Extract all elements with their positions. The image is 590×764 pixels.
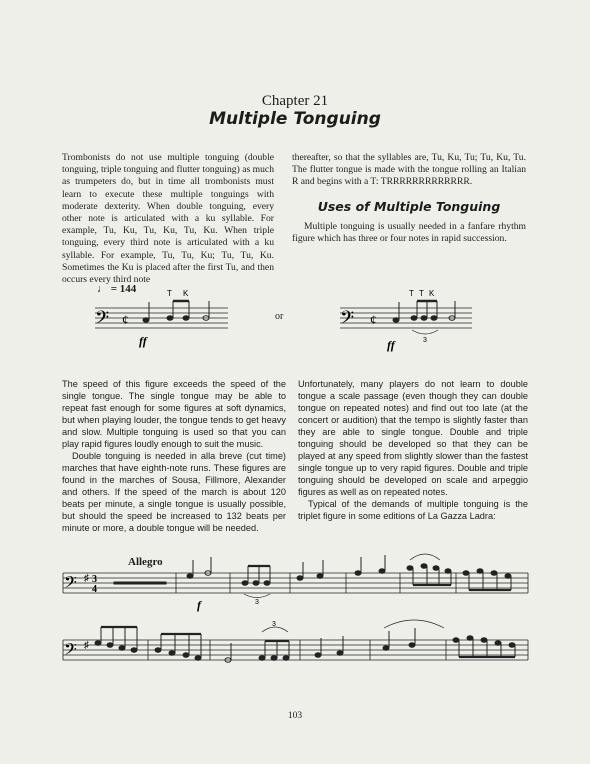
paragraph: Typical of the demands of multiple tonguing is the triplet figure in some editions of La Gazza Ladra: [298,499,528,521]
paragraph: thereafter, so that the syllables are, Tu, Ku, Tu; Tu, Ku, Tu. The flutter tongue is made with the tongue rolling an Italian R and begins with a T: TRRRRRRRRRRRRR. [292,152,526,188]
staff-example-right [340,308,472,328]
or-label: or [275,311,284,322]
notes-right [393,301,455,322]
dynamic-marking: ff [139,334,147,348]
notes-left [143,301,209,322]
triplet-number: 3 [272,621,276,628]
tongue-syllable-k: K [429,289,435,298]
dynamic-marking: ff [387,338,395,352]
bass-clef-icon: 𝄢 [64,572,77,596]
triplet-number: 3 [423,337,427,344]
triplet-bracket [244,594,270,598]
time-signature-top: 3 [92,574,97,585]
paragraph: Trombonists do not use multiple tonguing (double tonguing, triple tonguing and flutter tonguing) as much as trumpeters do, but in time all trombonists must learn to execute these multiple tonguings with moderate dexterity. When double tonguing, every other note is articulated with a ku syllable. For example, Tu, Ku, Tu, Ku, Tu, Ku. When triple tonguing, every third note is articulated with a ku syllable. For example, Tu, Tu, Ku; Tu, Tu, Ku. Sometimes the Ku is placed after the first Tu, and then occurs every third note [62,152,274,286]
bass-clef-icon: 𝄢 [95,308,110,333]
chapter-number: Chapter 21 [261,93,329,109]
section-heading: Uses of Multiple Tonguing [317,198,501,214]
text-column-3 [62,378,286,534]
bass-clef-icon: 𝄢 [64,639,77,663]
page-number: 103 [287,711,303,721]
chapter-title: Multiple Tonguing [209,109,381,129]
slur [410,554,440,560]
triplet-bracket [412,330,438,334]
cut-time-icon: ¢ [370,312,377,327]
tongue-syllable-t: T [409,289,414,298]
metronome-mark: ♩ = 144 [97,283,137,295]
bass-clef-icon: 𝄢 [340,308,355,333]
paragraph: Double tonguing is needed in alla breve (cut time) marches that have eighth-note runs. These figures are found in the marches of Sousa, Fillmore, Alexander and others. If the speed of the march is about 120 beats per minute, a single tongue is usually possible, but should the speed be increased to 132 beats per minute or more, a double tongue will be needed. [62,451,286,533]
staff-example-left [95,308,228,328]
key-signature-sharp-icon: ♯ [84,573,89,584]
dynamic-marking: f [197,598,201,612]
text-column-4 [298,378,528,522]
tempo-marking: Allegro [128,556,163,568]
paragraph: The speed of this figure exceeds the speed of the single tongue. The single tongue may be able to repeat fast enough for some figures at soft dynamics, but when playing louder, the tongue tends to get heavy and slow. Multiple tonguing is used so that you can play rapid figures loudly enough to suit the music. [62,379,286,449]
tongue-syllable-t: T [167,289,172,298]
cut-time-icon: ¢ [122,312,129,327]
time-signature-bottom: 4 [92,584,97,595]
key-signature-sharp-icon: ♯ [84,640,89,651]
notes-line-1 [114,555,511,590]
tongue-syllable-t: T [419,289,424,298]
tongue-syllable-k: K [183,289,189,298]
slur [384,620,444,628]
triplet-number: 3 [255,599,259,606]
paragraph: Multiple tonguing is usually needed in a fanfare rhythm figure which has three or four notes in rapid succession. [292,220,526,245]
paragraph: Unfortunately, many players do not learn to double tongue a scale passage (even though they can double tongue on repeated notes) and find out too late (at the concert or audition) that the tempo is slightly faster than they are able to single tongue. Double and triple tonguing should be developed so that they can be played at any speed from slightly slower than the fastest single tongue up to very rapid figures. Double and triple tonguing should be developed on scale and arpeggio figures as well as on repeated notes. [298,379,528,497]
